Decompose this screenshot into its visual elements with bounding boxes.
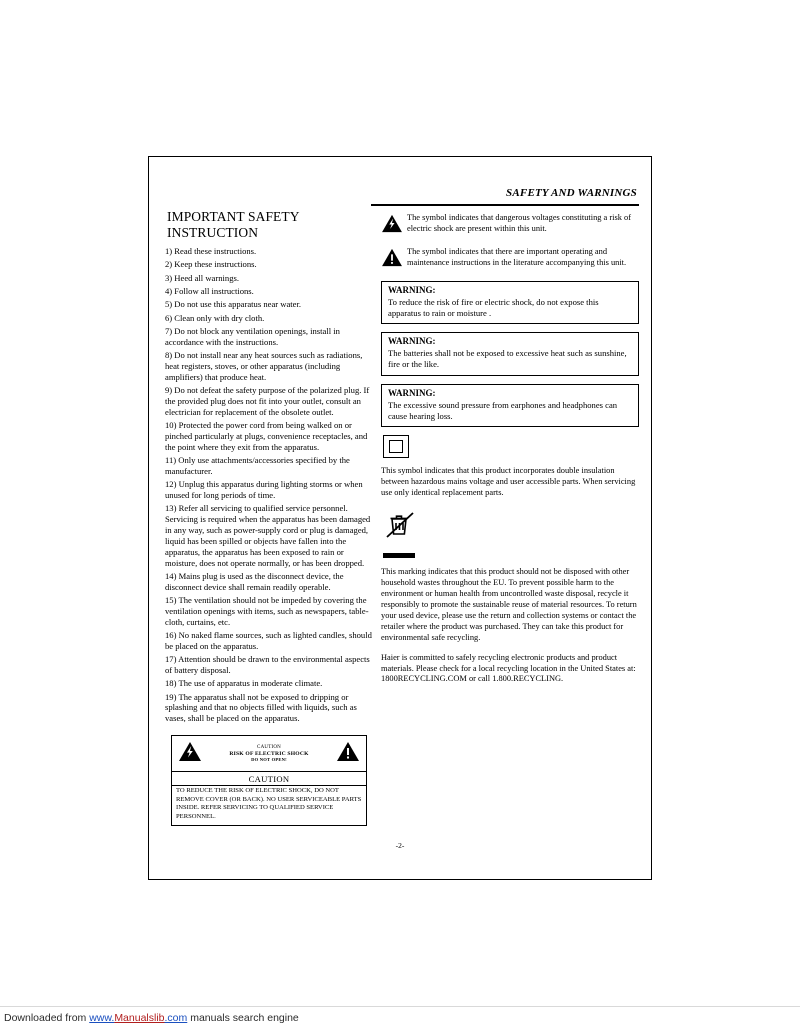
section-title: IMPORTANT SAFETY INSTRUCTION — [167, 209, 300, 240]
list-item: 7) Do not block any ventilation openings, install in accordance with the instructions. — [165, 325, 340, 347]
header-rule — [371, 204, 639, 206]
footer-link-www: www. — [89, 1012, 115, 1024]
lightning-bolt-triangle-icon — [178, 741, 202, 767]
footer-link-manualslib: Manualslib — [114, 1012, 165, 1024]
warning-text: The batteries shall not be exposed to excessive heat such as sunshine, fire or the like. — [388, 348, 627, 370]
risk-line-2: DO NOT OPEN! — [251, 757, 287, 763]
warning-box — [381, 281, 639, 324]
list-item: 3) Heed all warnings. — [165, 272, 239, 283]
page-number: -2- — [395, 841, 405, 850]
list-item: 6) Clean only with dry cloth. — [165, 312, 265, 323]
list-item: 4) Follow all instructions. — [165, 285, 254, 296]
footer-divider — [0, 1006, 800, 1007]
symbol-exclamation-text: The symbol indicates that there are important operating and maintenance instructions in the literature accompanying this unit. — [407, 247, 627, 267]
list-item: 17) Attention should be drawn to the environmental aspects of battery disposal. — [165, 654, 370, 675]
safety-instructions-column — [165, 209, 377, 727]
weee-text: This marking indicates that this product should not be disposed with other household wastes throughout the EU. To prevent possible harm to the environment or human health from uncontrolled waste disposal, recycle it responsibly to promote the sustainable reuse of material resources. To return your used device, please use the return and collection systems or contact the retailer where the product was purchased. They can take this product for environmental safe recycling. — [381, 567, 637, 642]
exclamation-triangle-icon — [381, 247, 407, 272]
list-item: 16) No naked flame sources, such as lighted candles, should be placed on the apparatus. — [165, 630, 372, 651]
list-item: 1) Read these instructions. — [165, 246, 257, 256]
double-insulation-icon — [383, 435, 409, 458]
risk-line-1: RISK OF ELECTRIC SHOCK — [229, 751, 309, 758]
list-item: 15) The ventilation should not be impeded by covering the ventilation openings with items, such as newspapers, table-cloth, curtains, etc. — [165, 595, 369, 627]
recycling-text: Haier is committed to safely recycling electronic products and product materials. Please check for a local recycling location in the United States at: 1800RECYCLING.COM or call 1.800.RECYCLING. — [381, 652, 636, 684]
warning-box — [381, 384, 639, 427]
footer-attribution — [4, 1012, 299, 1024]
warning-box — [381, 332, 639, 375]
warning-title: WARNING: — [388, 285, 436, 295]
warning-text: The excessive sound pressure from earphones and headphones can cause hearing loss. — [388, 399, 618, 421]
symbol-lightning-text: The symbol indicates that dangerous voltages constituting a risk of electric shock are present within this unit. — [407, 213, 631, 233]
caution-body-text: TO REDUCE THE RISK OF ELECTRIC SHOCK, DO NOT REMOVE COVER (OR BACK). NO USER SERVICEABLE PARTS INSIDE. REFER SERVICING TO QUALIFIED SERVICE PERSONNEL. — [172, 785, 366, 825]
list-item: 9) Do not defeat the safety purpose of the polarized plug. If the provided plug does not fit into your outlet, consult an electrician for replacement of the obsolete outlet. — [165, 385, 370, 417]
list-item: 8) Do not install near any heat sources such as radiations, heat registers, stoves, or other apparatus (including amplifiers) that produce heat. — [165, 350, 363, 382]
exclamation-triangle-icon — [336, 741, 360, 767]
caution-notice-box — [171, 735, 367, 826]
list-item: 18) The use of apparatus in moderate climate. — [165, 678, 323, 689]
warning-title: WARNING: — [388, 336, 436, 347]
footer-link-com: .com — [164, 1012, 188, 1024]
caution-heading: CAUTION — [248, 774, 290, 784]
footer-suffix: manuals search engine — [190, 1012, 299, 1024]
document-page — [148, 156, 652, 880]
list-item: 12) Unplug this apparatus during lighting storms or when unused for long periods of time. — [165, 479, 363, 501]
weee-crossed-bin-icon — [383, 508, 639, 547]
caution-top-text — [202, 745, 336, 762]
manualslib-link[interactable] — [89, 1012, 187, 1024]
symbol-exclamation-row — [381, 247, 639, 272]
weee-solid-bar — [383, 553, 415, 558]
list-item: 19) The apparatus shall not be exposed to dripping or splashing and that no objects filled with liquids, such as vases, shall be placed on the apparatus. — [165, 691, 357, 724]
warnings-column — [381, 213, 639, 694]
footer-prefix: Downloaded from — [4, 1012, 87, 1024]
lightning-bolt-triangle-icon — [381, 213, 407, 238]
list-item: 14) Mains plug is used as the disconnect device, the disconnect device shall remain readily operable. — [165, 570, 344, 592]
list-item: 10) Protected the power cord from being walked on or pinched particularly at plugs, convenience receptacles, and the point where they exit from the apparatus. — [165, 420, 368, 452]
list-item: 13) Refer all servicing to qualified service personnel. Servicing is required when the apparatus has been damaged in any way, such as power-supply cord or plug is damaged, liquid has been spilled or objects have fallen into the apparatus, the apparatus has been exposed to rain or moisture, does not operate normally, or has been dropped. — [165, 503, 371, 568]
caution-small-label: CAUTION — [257, 745, 281, 751]
list-item: 11) Only use attachments/accessories specified by the manufacturer. — [165, 455, 350, 476]
double-insulation-text: This symbol indicates that this product incorporates double insulation between hazardous mains voltage and user accessible parts. When servicing use only identical replacement parts. — [381, 466, 636, 498]
symbol-lightning-row — [381, 213, 639, 238]
caution-top-row — [172, 736, 366, 772]
warning-title: WARNING: — [388, 387, 436, 398]
page-header-title: SAFETY AND WARNINGS — [506, 187, 637, 199]
warning-text: To reduce the risk of fire or electric shock, do not expose this apparatus to rain or moisture . — [388, 297, 599, 318]
list-item: 2) Keep these instructions. — [165, 259, 257, 270]
list-item: 5) Do not use this apparatus near water. — [165, 299, 302, 310]
